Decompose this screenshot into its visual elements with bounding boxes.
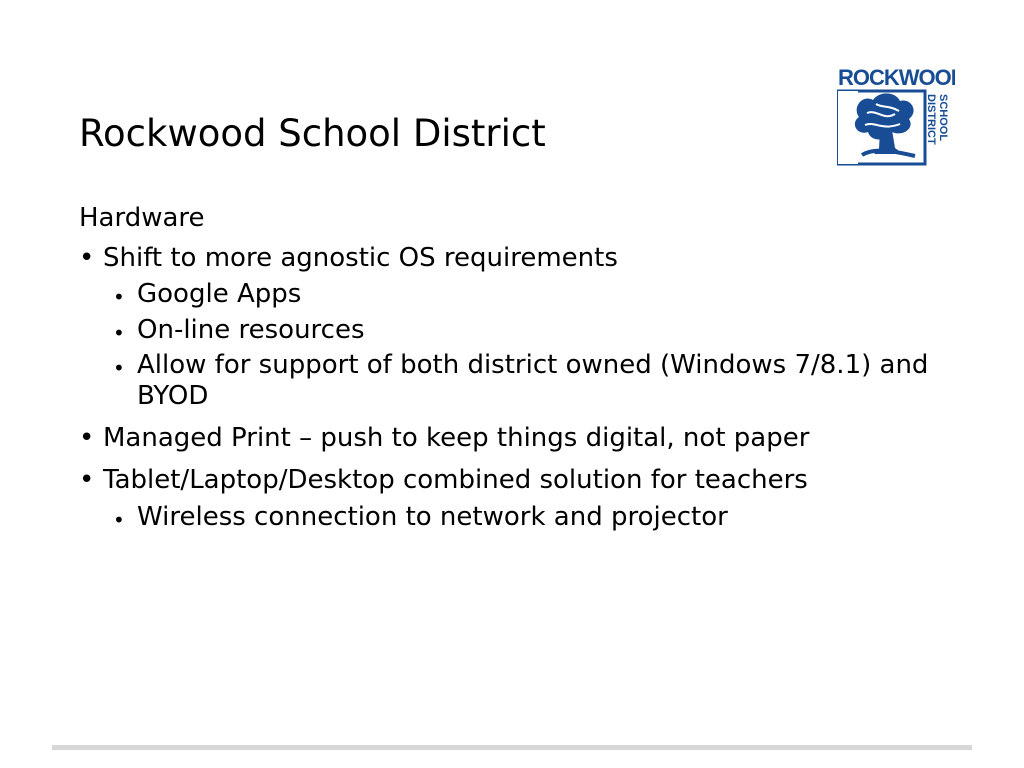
bullet-text: Shift to more agnostic OS requirements: [103, 243, 618, 274]
bullet-item: [79, 243, 959, 274]
bullet-text: Tablet/Laptop/Desktop combined solution for teachers: [103, 465, 808, 496]
sub-bullet-text: Google Apps: [137, 279, 302, 310]
sub-bullet-text: On-line resources: [137, 314, 365, 345]
bullet-item: [79, 465, 959, 496]
svg-text:SCHOOL: SCHOOL: [937, 94, 949, 142]
sub-bullet-dot: •: [113, 320, 125, 345]
logo-wordmark-top: ROCKWOOD: [838, 66, 955, 90]
sub-bullet-item: [113, 279, 959, 310]
bullet-dot: •: [79, 465, 95, 496]
sub-bullet-item: [113, 502, 959, 533]
bullet-group: [79, 465, 959, 532]
sub-bullet-dot: •: [113, 285, 125, 310]
sub-bullet-text: Allow for support of both district owned (Windows 7/8.1) and BYOD: [137, 349, 929, 411]
bullet-dot: •: [79, 243, 95, 274]
footer-divider: [52, 745, 972, 750]
bullet-item: [79, 423, 959, 454]
logo-wordmark-side: [925, 94, 949, 145]
sub-bullet-item: [113, 315, 959, 346]
sub-bullet-item: [113, 350, 959, 412]
logo-graphic: [837, 66, 955, 166]
bullet-group: [79, 243, 959, 412]
slide-title: Rockwood School District: [79, 111, 546, 155]
slide-content: [79, 203, 959, 544]
sub-bullet-text: Wireless connection to network and projector: [137, 501, 728, 532]
section-heading: Hardware: [79, 203, 205, 233]
rockwood-school-district-logo: [837, 66, 955, 166]
svg-text:DISTRICT: DISTRICT: [925, 94, 937, 145]
sub-bullet-dot: •: [113, 355, 125, 380]
bullet-group: [79, 423, 959, 454]
bullet-dot: •: [79, 423, 95, 454]
bullet-text: Managed Print – push to keep things digital, not paper: [103, 423, 810, 454]
sub-bullet-dot: •: [113, 507, 125, 532]
